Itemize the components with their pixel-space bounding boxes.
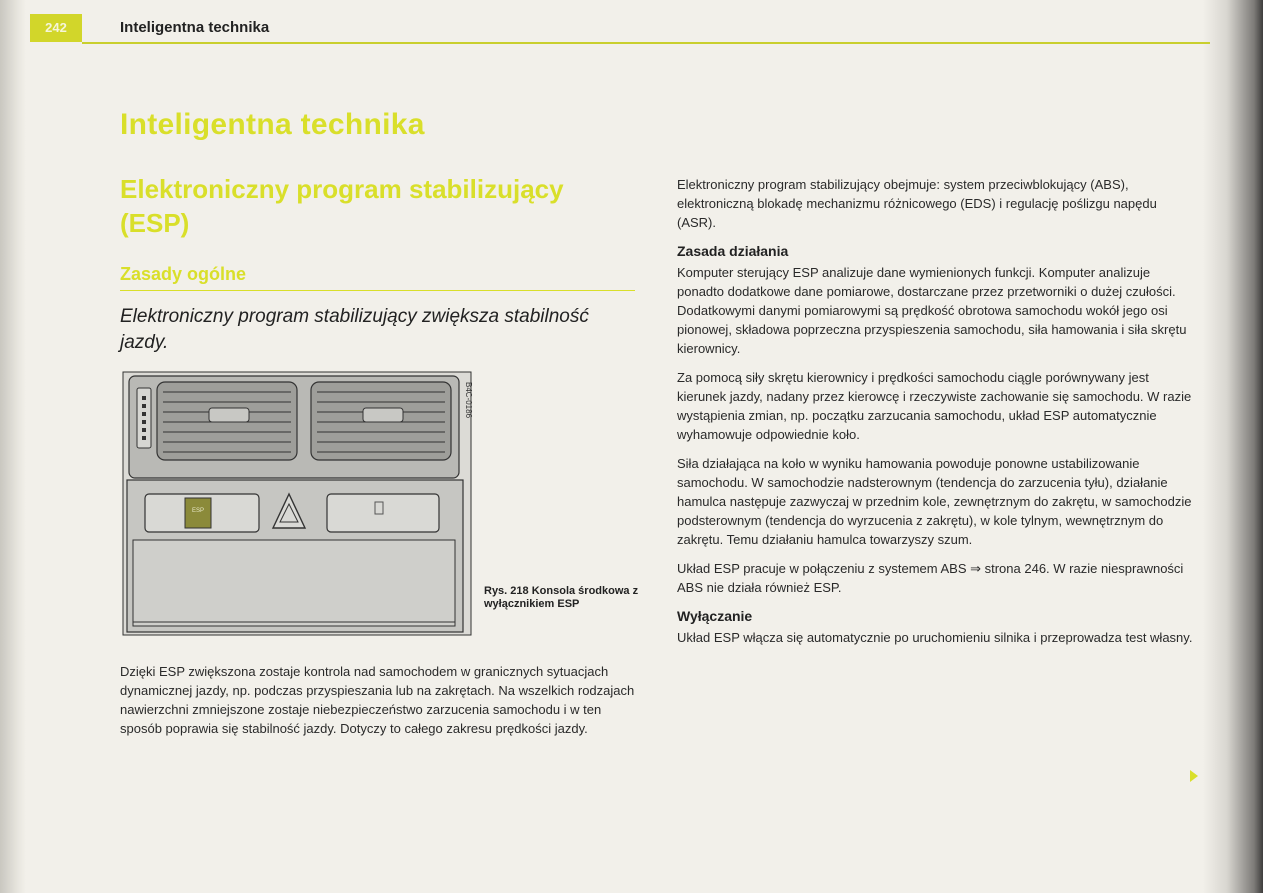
left-body-paragraph: Dzięki ESP zwiększona zostaje kontrola nad samochodem w granicznych sytuacjach dynamicznej jazdy, np. podczas przyspieszania lub na zakrętach. Na wszelkich rodzajach nawierzchni zmniejszone zostaje niebezpieczeństwo zarzucenia samochodu i w ten sposób poprawia się stabilność jazdy. Dotyczy to całego zakresu prędkości jazdy.	[120, 664, 635, 736]
esp-switch-label: ESP	[191, 508, 205, 514]
subsection-title: Zasady ogólne	[120, 264, 247, 284]
figure-caption	[484, 585, 644, 611]
page-header	[30, 14, 1210, 44]
section-title: Elektroniczny program stabilizujący (ESP)	[120, 174, 564, 238]
caption-text: Konsola środkowa z wyłącznikiem ESP	[484, 585, 639, 610]
paragraph-1: Komputer sterujący ESP analizuje dane wymienionych funkcji. Komputer analizuje ponadto dodatkowe dane pomiarowe, dostarczane przez przetworniki o dużej czułości. Dodatkowymi danymi pomiarowymi są prędkość obrotowa samochodu wokół jego osi pionowej, składowa poprzeczna przyspieszenia samochodu, siła hamowania i siła skrętu kierownicy.	[677, 265, 1187, 356]
header-rule	[82, 42, 1210, 44]
figure-code: B4C-0186	[464, 382, 473, 419]
paragraph-4: Układ ESP pracuje w połączeniu z systemem ABS ⇒ strona 246. W razie niesprawności ABS nie działa również ESP.	[677, 561, 1184, 595]
main-title: Inteligentna technika	[120, 108, 425, 141]
paragraph-5: Układ ESP włącza się automatycznie po uruchomieniu silnika i przeprowadza test własny.	[677, 630, 1193, 645]
heading-operating-principle: Zasada działania	[677, 243, 789, 259]
paragraph-2: Za pomocą siły skrętu kierownicy i prędkości samochodu ciągle porównywany jest kierunek jazdy, nadany przez kierowcę i rzeczywiste zachowanie się samochodu. W razie wystąpienia zmian, np. początku zarzucania samochodu, układ ESP automatycznie wyhamowuje odpowiednie koło.	[677, 370, 1192, 442]
paragraph-3: Siła działająca na koło w wyniku hamowania powoduje ponowne ustabilizowanie samochodu. W samochodzie nadsterownym (tendencja do zarzucenia tyłu), działanie hamulca następuje zazwyczaj w przednim kole, zewnętrznym do zakrętu, w samochodzie podsterownym (tendencja do wyrzucenia z zakrętu), w kole tylnym, wewnętrznym do zakrętu. Temu działaniu hamulca towarzyszy szum.	[677, 456, 1192, 547]
page-gutter-shadow	[0, 0, 26, 893]
console-illustration	[123, 372, 471, 635]
figure-center-console	[123, 372, 471, 635]
caption-number: Rys. 218	[484, 585, 529, 597]
intro-paragraph: Elektroniczny program stabilizujący obejmuje: system przeciwblokujący (ABS), elektroniczną blokadę mechanizmu różnicowego (EDS) i regulację poślizgu napędu (ASR).	[677, 177, 1157, 230]
heading-switching-off: Wyłączanie	[677, 608, 753, 624]
subsection-rule	[120, 290, 635, 291]
page-number: 242	[30, 14, 82, 42]
header-title: Inteligentna technika	[120, 19, 270, 36]
right-column	[677, 175, 1197, 657]
page-edge-shadow	[1203, 0, 1263, 893]
continue-arrow-icon	[1190, 770, 1198, 782]
lead-paragraph: Elektroniczny program stabilizujący zwiększa stabilność jazdy.	[120, 306, 589, 353]
